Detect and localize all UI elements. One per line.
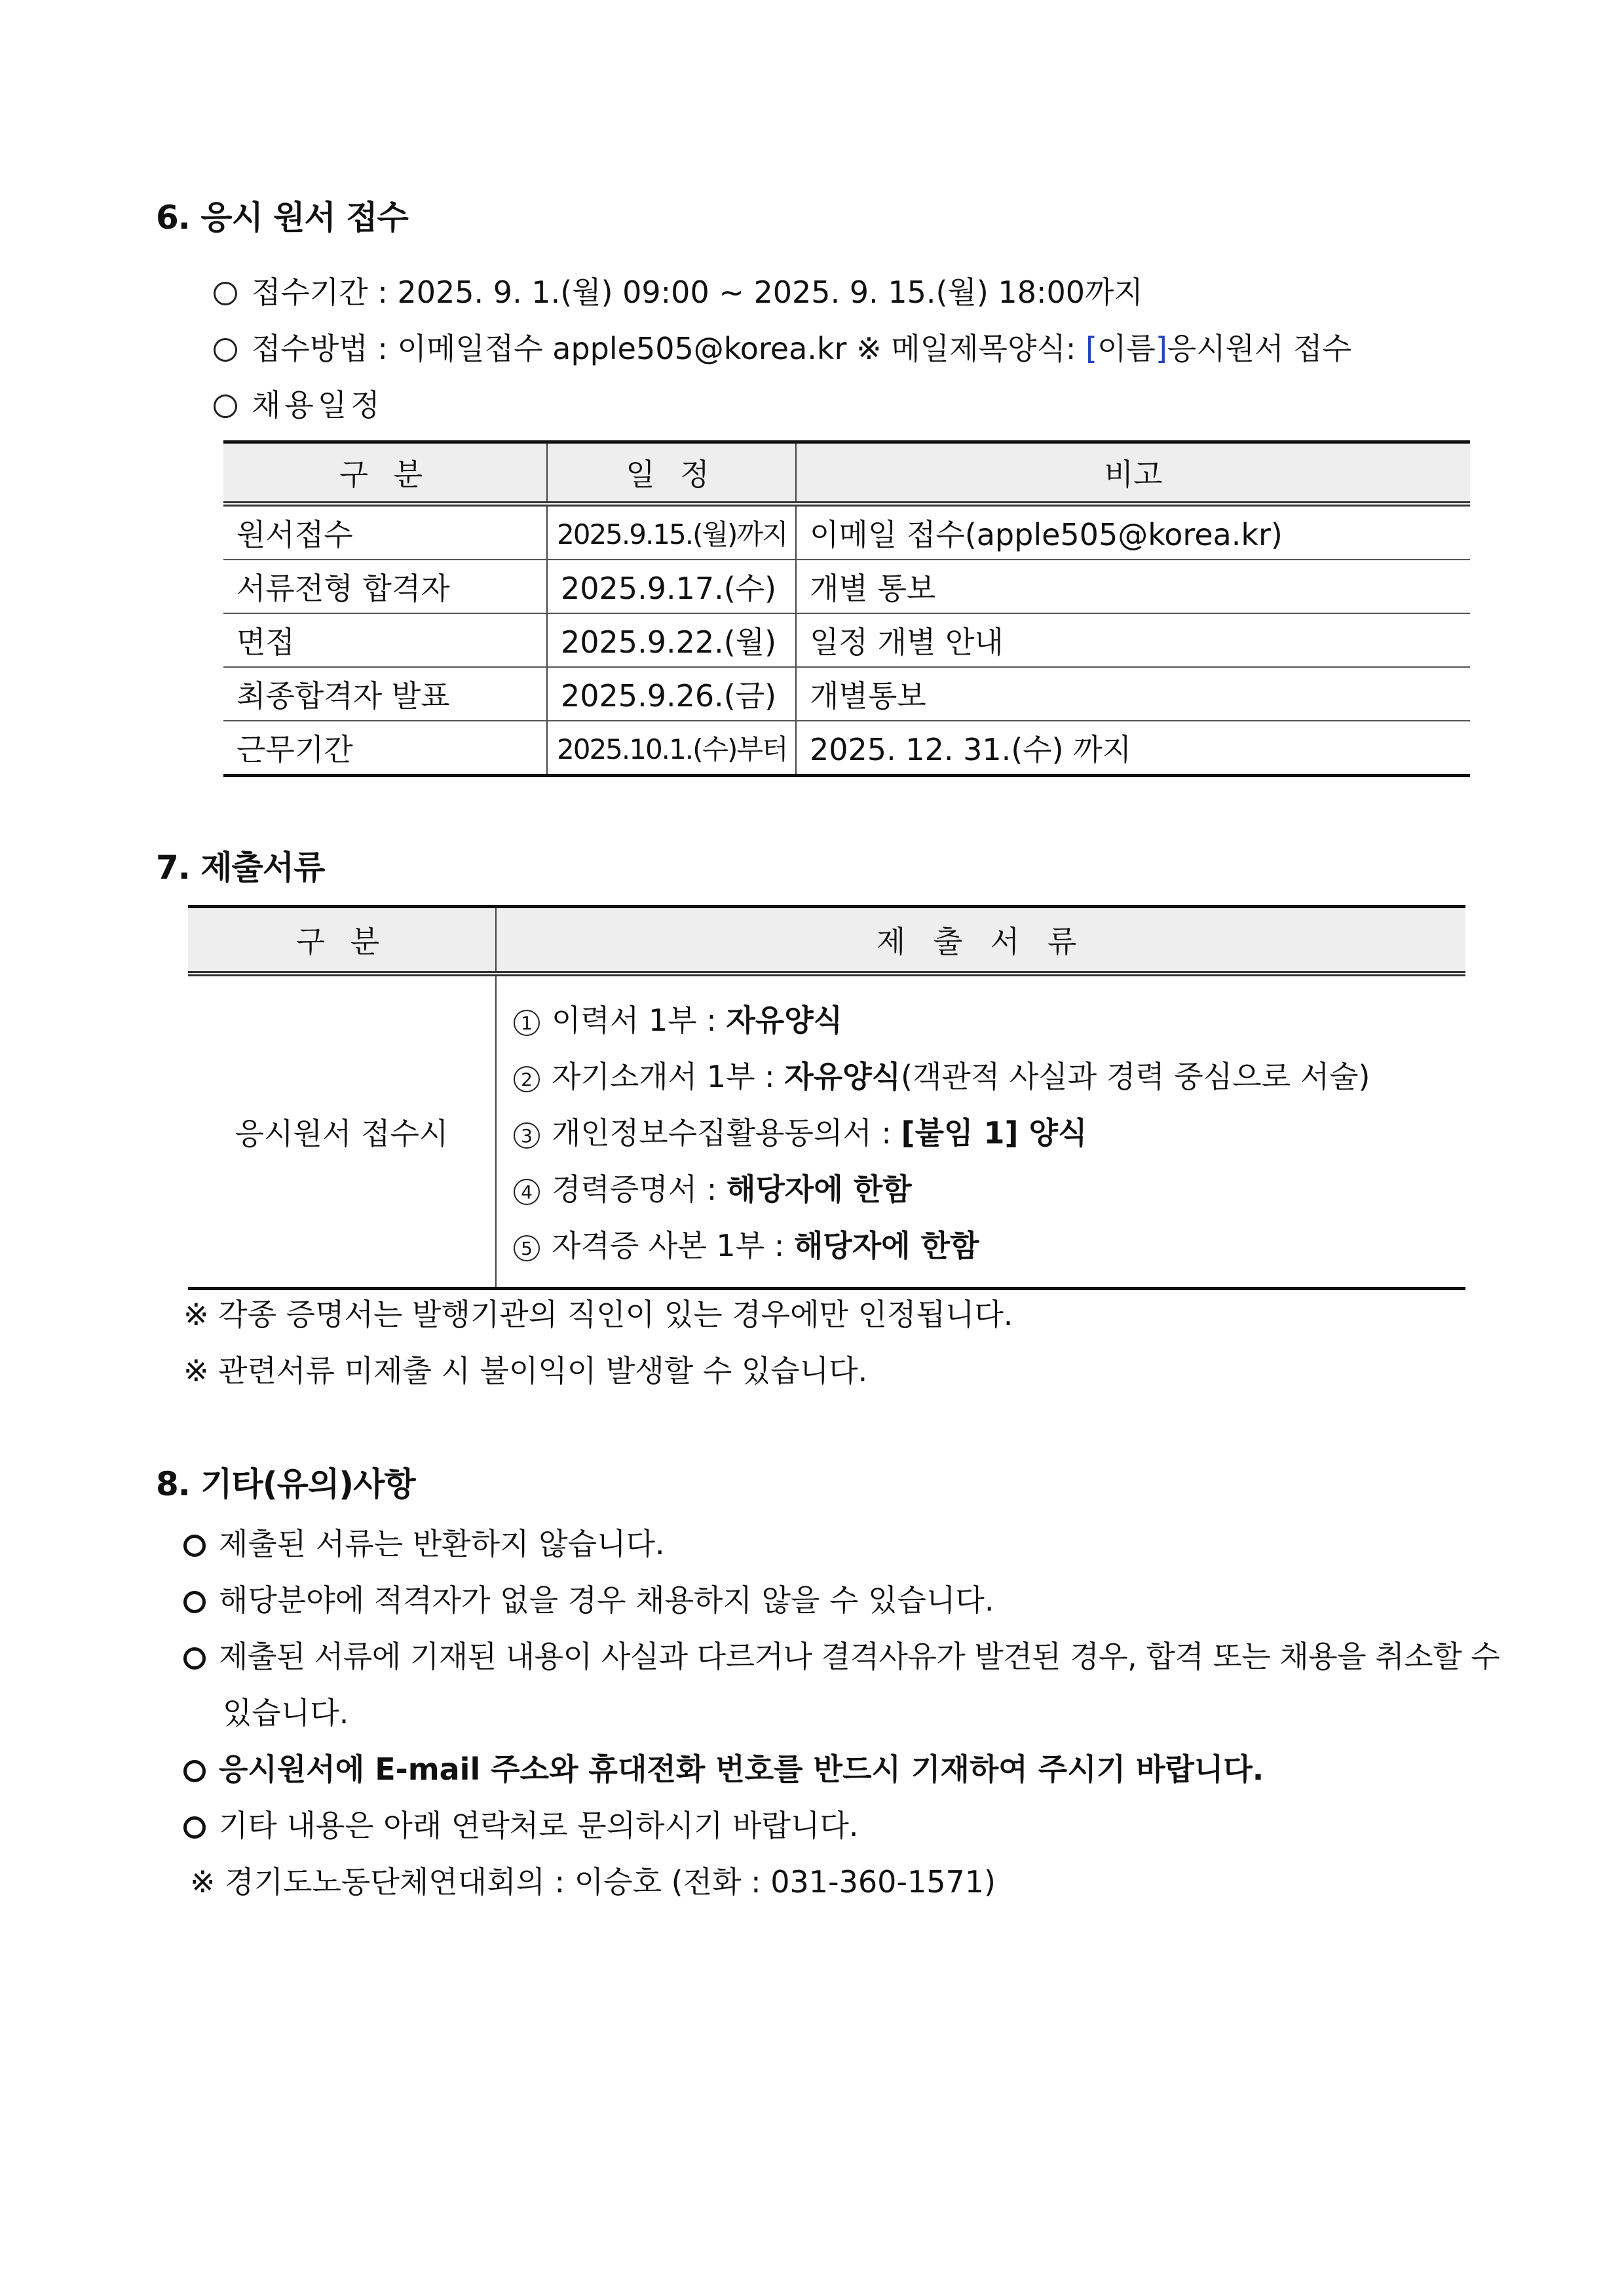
circled-number: 3: [514, 1122, 540, 1149]
item-bold: 해당자에 한함: [726, 1172, 912, 1207]
list-item: [514, 1105, 1448, 1161]
schedule-label-text: 채용일정: [252, 387, 384, 423]
cell-category: 원서접수: [223, 504, 547, 560]
cell-date: 2025.10.1.(수)부터: [547, 721, 796, 776]
schedule-label: [214, 381, 384, 425]
item-text: 응시원서에 E-mail 주소와 휴대전화 번호를 반드시 기재하여 주시기 바랍니다.: [219, 1751, 1264, 1787]
header-note: 비고: [796, 442, 1470, 505]
table-row: [223, 721, 1470, 776]
cell-date: 2025.9.17.(수): [547, 560, 796, 613]
list-item: [514, 1217, 1448, 1274]
note-certificates: ※ 각종 증명서는 발행기관의 직인이 있는 경우에만 인정됩니다.: [183, 1297, 1013, 1332]
cell-date: 2025.9.26.(금): [547, 667, 796, 721]
circled-number: 1: [514, 1010, 540, 1036]
item-bold: 해당자에 한함: [793, 1228, 979, 1263]
item-text: 이력서 1부 :: [552, 1003, 727, 1038]
documents-table: [188, 905, 1465, 1290]
cell-category: 최종합격자 발표: [223, 667, 547, 721]
item-text: 제출된 서류에 기재된 내용이 사실과 다르거나 결격사유가 발견된 경우, 합격 또는 채용을 취소할 수: [219, 1639, 1500, 1674]
section7-heading: 7. 제출서류: [156, 849, 325, 887]
section6-heading: 6. 응시 원서 접수: [156, 199, 408, 237]
table-row: [188, 974, 1465, 1289]
table-row: [223, 504, 1470, 560]
item-bold: [붙임 1] 양식: [901, 1115, 1087, 1151]
list-item: [514, 992, 1448, 1048]
application-period: [214, 269, 1143, 312]
header-schedule: 일 정: [547, 442, 796, 505]
circle-bullet-icon: [183, 1647, 206, 1670]
cell-date: 2025.9.15.(월)까지: [547, 504, 796, 560]
section8-heading: 8. 기타(유의)사항: [156, 1465, 415, 1503]
cell-category: 면접: [223, 613, 547, 667]
circled-number: 2: [514, 1066, 540, 1092]
circle-bullet-icon: [183, 1535, 206, 1557]
list-item: [183, 1577, 994, 1620]
table-row: [223, 667, 1470, 721]
circle-bullet-icon: [183, 1816, 206, 1839]
list-item: [183, 1802, 858, 1845]
item-text: 기타 내용은 아래 연락처로 문의하시기 바랍니다.: [219, 1808, 859, 1843]
table-row: [223, 613, 1470, 667]
cell-category: 서류전형 합격자: [223, 560, 547, 613]
application-method: [214, 325, 1351, 368]
item-text: 자기소개서 1부 :: [552, 1059, 785, 1094]
bracket-open: [: [1086, 331, 1097, 366]
cell-note: 이메일 접수(apple505@korea.kr): [796, 504, 1470, 560]
item-text: 자격증 사본 1부 :: [552, 1228, 794, 1263]
circle-bullet-icon: [214, 338, 237, 362]
header-category: 구 분: [223, 442, 547, 505]
item-text: 개인정보수집활용동의서 :: [552, 1115, 901, 1151]
cell-note: 개별 통보: [796, 560, 1470, 613]
item-text: 경력증명서 :: [552, 1172, 727, 1207]
cell-category: 근무기간: [223, 721, 547, 776]
header-documents: 제 출 서 류: [496, 907, 1465, 974]
table-header-row: [188, 907, 1465, 974]
method-subject: 응시원서 접수: [1167, 331, 1352, 366]
bracket-close: ]: [1155, 331, 1167, 366]
cell-document-list: [496, 974, 1465, 1289]
cell-row-label: 응시원서 접수시: [188, 974, 496, 1289]
header-category: 구 분: [188, 907, 496, 974]
list-item: [183, 1633, 1500, 1676]
item-tail: (객관적 사실과 경력 중심으로 서술): [901, 1059, 1370, 1094]
schedule-table: [223, 440, 1470, 777]
list-item: [183, 1520, 665, 1563]
circled-number: 4: [514, 1179, 540, 1205]
cell-note: 2025. 12. 31.(수) 까지: [796, 721, 1470, 776]
item-text: 제출된 서류는 반환하지 않습니다.: [219, 1526, 665, 1561]
circle-bullet-icon: [214, 394, 237, 418]
circle-bullet-icon: [183, 1591, 206, 1613]
item-bold: 자유양식: [726, 1003, 843, 1038]
cell-note: 일정 개별 안내: [796, 613, 1470, 667]
circled-number: 5: [514, 1235, 540, 1261]
cell-date: 2025.9.22.(월): [547, 613, 796, 667]
item-text: 해당분야에 적격자가 없을 경우 채용하지 않을 수 있습니다.: [219, 1582, 994, 1618]
circle-bullet-icon: [183, 1760, 206, 1782]
item-bold: 자유양식: [784, 1059, 901, 1094]
list-item: [514, 1048, 1448, 1105]
circle-bullet-icon: [214, 282, 237, 305]
cell-note: 개별통보: [796, 667, 1470, 721]
contact-info: ※ 경기도노동단체연대회의 : 이승호 (전화 : 031-360-1571): [190, 1864, 996, 1900]
note-missing-docs: ※ 관련서류 미제출 시 불이익이 발생할 수 있습니다.: [183, 1353, 868, 1388]
period-text: 접수기간 : 2025. 9. 1.(월) 09:00 ~ 2025. 9. 15.(월) 18:00까지: [252, 275, 1143, 310]
table-row: [223, 560, 1470, 613]
method-name: 이름: [1097, 331, 1156, 366]
list-item: [514, 1161, 1448, 1217]
list-item: [183, 1746, 1264, 1789]
table-header-row: [223, 442, 1470, 505]
list-item-continuation: 있습니다.: [223, 1695, 349, 1731]
method-text: 접수방법 : 이메일접수 apple505@korea.kr ※ 메일제목양식:: [252, 331, 1086, 366]
